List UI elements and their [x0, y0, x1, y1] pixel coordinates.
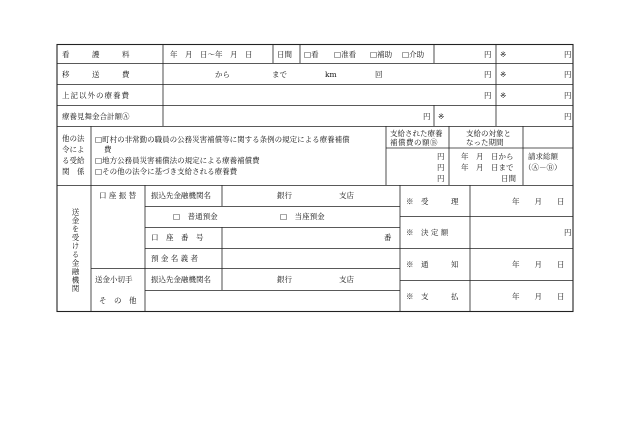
check-caregiver[interactable]: □介助	[402, 50, 425, 59]
other-method-label: そ の 他	[99, 296, 137, 305]
other-expenses-office-mark: ※	[500, 91, 507, 100]
period-days: 日間	[501, 174, 516, 183]
account-number-label: 口 座 番 号	[151, 233, 204, 242]
check-aide[interactable]: □補助	[370, 50, 393, 59]
cheque-bank-suffix: 銀行	[277, 275, 292, 284]
law-option-local-public[interactable]: □地方公務員災害補償法の規定による療養補償費	[95, 156, 260, 165]
transport-fee-label: 移 送 費	[62, 70, 130, 79]
transfer-label: 口 座 振 替	[99, 191, 137, 200]
notified-date: 年 月 日	[512, 260, 565, 269]
law-option-municipal[interactable]: □町村の非常勤の職員の公務災害補償等に関する条例の規定による療養補償	[95, 135, 350, 144]
nursing-fee-label: 看 護 料	[62, 50, 130, 59]
account-number-suffix: 番	[384, 233, 392, 242]
claim-total-formula: （Ⓐ－Ⓑ）	[524, 163, 562, 172]
nursing-office-mark: ※	[500, 50, 507, 59]
period-header-2: なった期間	[466, 138, 504, 147]
transport-office-yen: 円	[564, 70, 572, 79]
notified-label: ※ 通 知	[406, 260, 459, 269]
other-expenses-label: 上記以外の療養費	[62, 91, 130, 100]
transport-to: まで	[272, 70, 287, 79]
paid-label: ※ 支 払	[406, 292, 459, 301]
check-nurse[interactable]: □看	[304, 50, 319, 59]
cheque-branch-suffix: 支店	[339, 275, 354, 284]
check-assistant-nurse[interactable]: □准看	[334, 50, 357, 59]
paid-date: 年 月 日	[512, 292, 565, 301]
period-to: 年 月 日まで	[461, 163, 514, 172]
nursing-office-yen: 円	[564, 50, 572, 59]
other-expenses-office-yen: 円	[564, 91, 572, 100]
ordinary-deposit-checkbox[interactable]: □ 普通預金	[173, 212, 218, 221]
branch-suffix: 支店	[339, 191, 354, 200]
claim-total-label: 請求総額	[528, 152, 558, 161]
other-laws-side-label: 他の法 令によ る受給 関 係	[62, 134, 85, 176]
decided-amount-label: ※ 決 定 額	[406, 228, 449, 237]
law-option-municipal-cont: 費	[104, 145, 112, 154]
total-office-mark: ※	[438, 112, 445, 121]
current-deposit-checkbox[interactable]: □ 当座預金	[280, 212, 325, 221]
transport-office-mark: ※	[500, 70, 507, 79]
transport-yen: 円	[484, 70, 492, 79]
nursing-yen: 円	[484, 50, 492, 59]
paid-yen-1: 円	[437, 152, 445, 161]
transport-from: から	[215, 70, 230, 79]
total-amount-label: 療養見舞金合計額Ⓐ	[62, 112, 130, 121]
other-expenses-yen: 円	[484, 91, 492, 100]
paid-yen-2: 円	[437, 163, 445, 172]
bank-suffix: 銀行	[277, 191, 292, 200]
cheque-bank-name-label: 振込先金融機関名	[151, 275, 211, 284]
transport-km: km	[325, 70, 337, 79]
nursing-days-label: 日間	[277, 50, 292, 59]
bank-side-label: 送金を受ける金融機関	[71, 208, 80, 293]
decided-amount-yen: 円	[564, 228, 572, 237]
law-option-other[interactable]: □その他の法令に基づき支給される療養費	[95, 167, 238, 176]
total-office-yen: 円	[564, 112, 572, 121]
cheque-label: 送金小切手	[95, 275, 133, 284]
account-holder-label: 預 金 名 義 者	[151, 254, 199, 263]
received-date: 年 月 日	[512, 197, 565, 206]
transport-times: 回	[375, 70, 383, 79]
paid-amount-header-1: 支給された療養	[390, 129, 443, 138]
paid-amount-header-2: 補償費の額Ⓑ	[390, 138, 438, 147]
nursing-period: 年 月 日～年 月 日	[170, 50, 253, 59]
received-label: ※ 受 理	[406, 197, 459, 206]
total-amount-yen: 円	[423, 112, 431, 121]
period-header-1: 支給の対象と	[466, 129, 511, 138]
bank-name-label: 振込先金融機関名	[151, 191, 211, 200]
paid-yen-3: 円	[437, 174, 445, 183]
period-from: 年 月 日から	[461, 152, 514, 161]
